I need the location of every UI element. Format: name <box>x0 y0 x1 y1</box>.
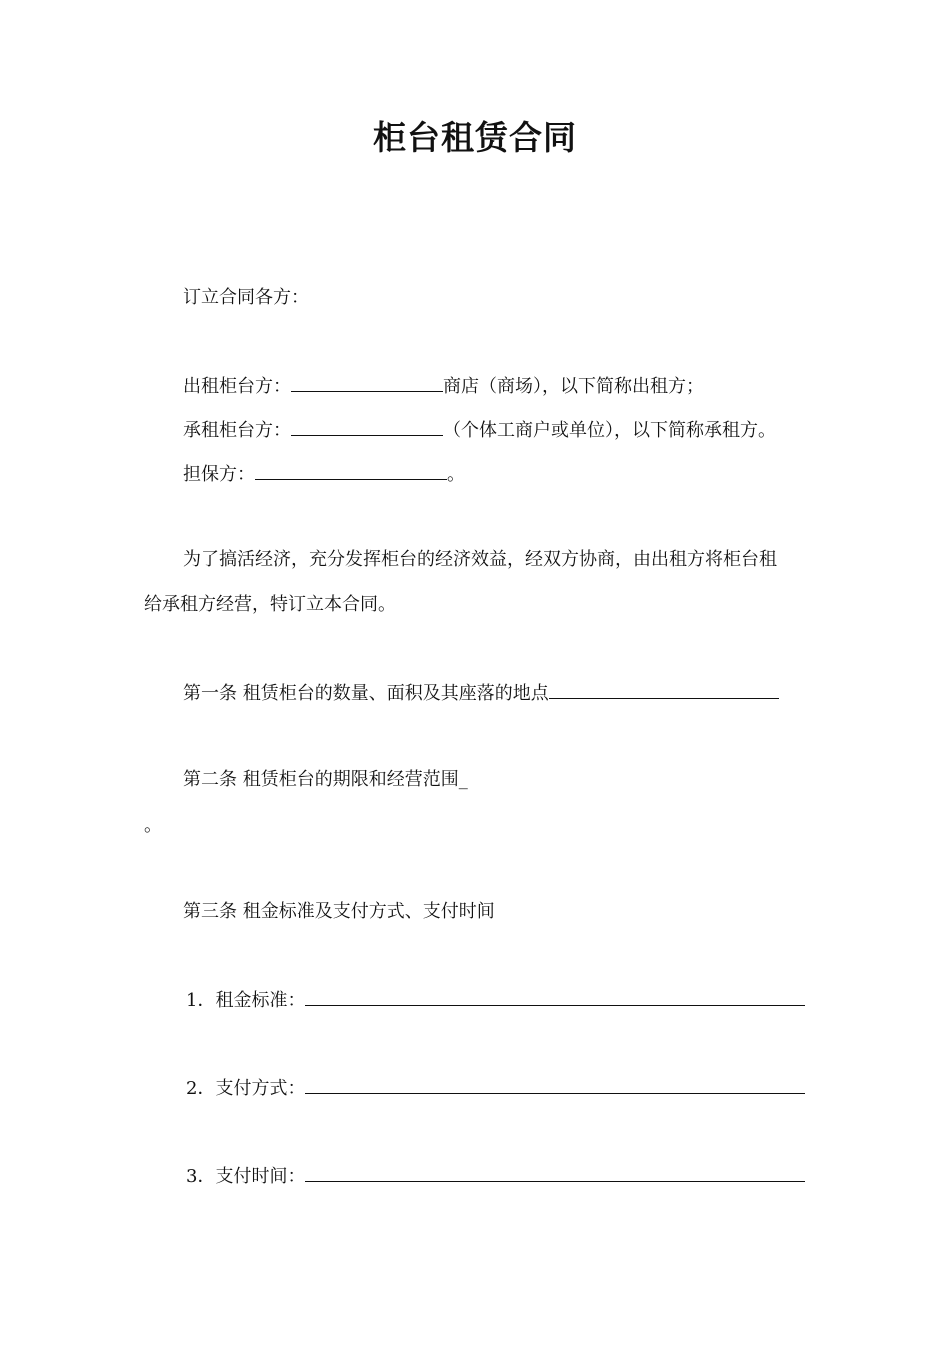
guarantor-name-blank <box>255 461 447 480</box>
lessor-label: 出租柜台方： <box>183 376 291 397</box>
parties-heading: 订立合同各方： <box>183 287 309 308</box>
item-rent-standard <box>186 987 805 1013</box>
lessee-line <box>183 417 776 443</box>
lessor-name-blank <box>291 373 443 392</box>
article-1-text: 第一条 租赁柜台的数量、面积及其座落的地点 <box>183 683 549 704</box>
lessor-line <box>183 373 704 399</box>
article-2: 第二条 租赁柜台的期限和经营范围_ <box>183 769 468 790</box>
preamble-line-1: 为了搞活经济，充分发挥柜台的经济效益，经双方协商，由出租方将柜台租 <box>183 549 777 570</box>
lessee-suffix: （个体工商户或单位），以下简称承租方。 <box>443 420 776 441</box>
payment-time-blank <box>305 1163 805 1182</box>
guarantor-label: 担保方： <box>183 464 255 485</box>
lessor-suffix: 商店（商场），以下简称出租方； <box>443 376 704 397</box>
payment-method-blank <box>305 1075 805 1094</box>
article-3: 第三条 租金标准及支付方式、支付时间 <box>183 901 495 922</box>
guarantor-suffix: 。 <box>447 464 465 485</box>
item-label: 支付方式： <box>215 1078 306 1099</box>
rent-standard-blank <box>305 987 805 1006</box>
document-title: 柜台租赁合同 <box>373 118 577 157</box>
guarantor-line <box>183 461 465 487</box>
item-label: 租金标准： <box>215 990 306 1011</box>
article-1-blank <box>549 680 779 699</box>
item-number: 1． <box>186 990 216 1011</box>
lessee-label: 承租柜台方： <box>183 420 291 441</box>
article-1 <box>183 680 779 706</box>
lessee-name-blank <box>291 417 443 436</box>
article-2-continuation: 。 <box>144 815 162 836</box>
item-label: 支付时间： <box>215 1166 306 1187</box>
item-payment-time <box>186 1163 805 1189</box>
item-number: 2． <box>186 1078 216 1099</box>
preamble-line-2: 给承租方经营，特订立本合同。 <box>144 594 396 615</box>
item-payment-method <box>186 1075 805 1101</box>
item-number: 3． <box>186 1166 216 1187</box>
